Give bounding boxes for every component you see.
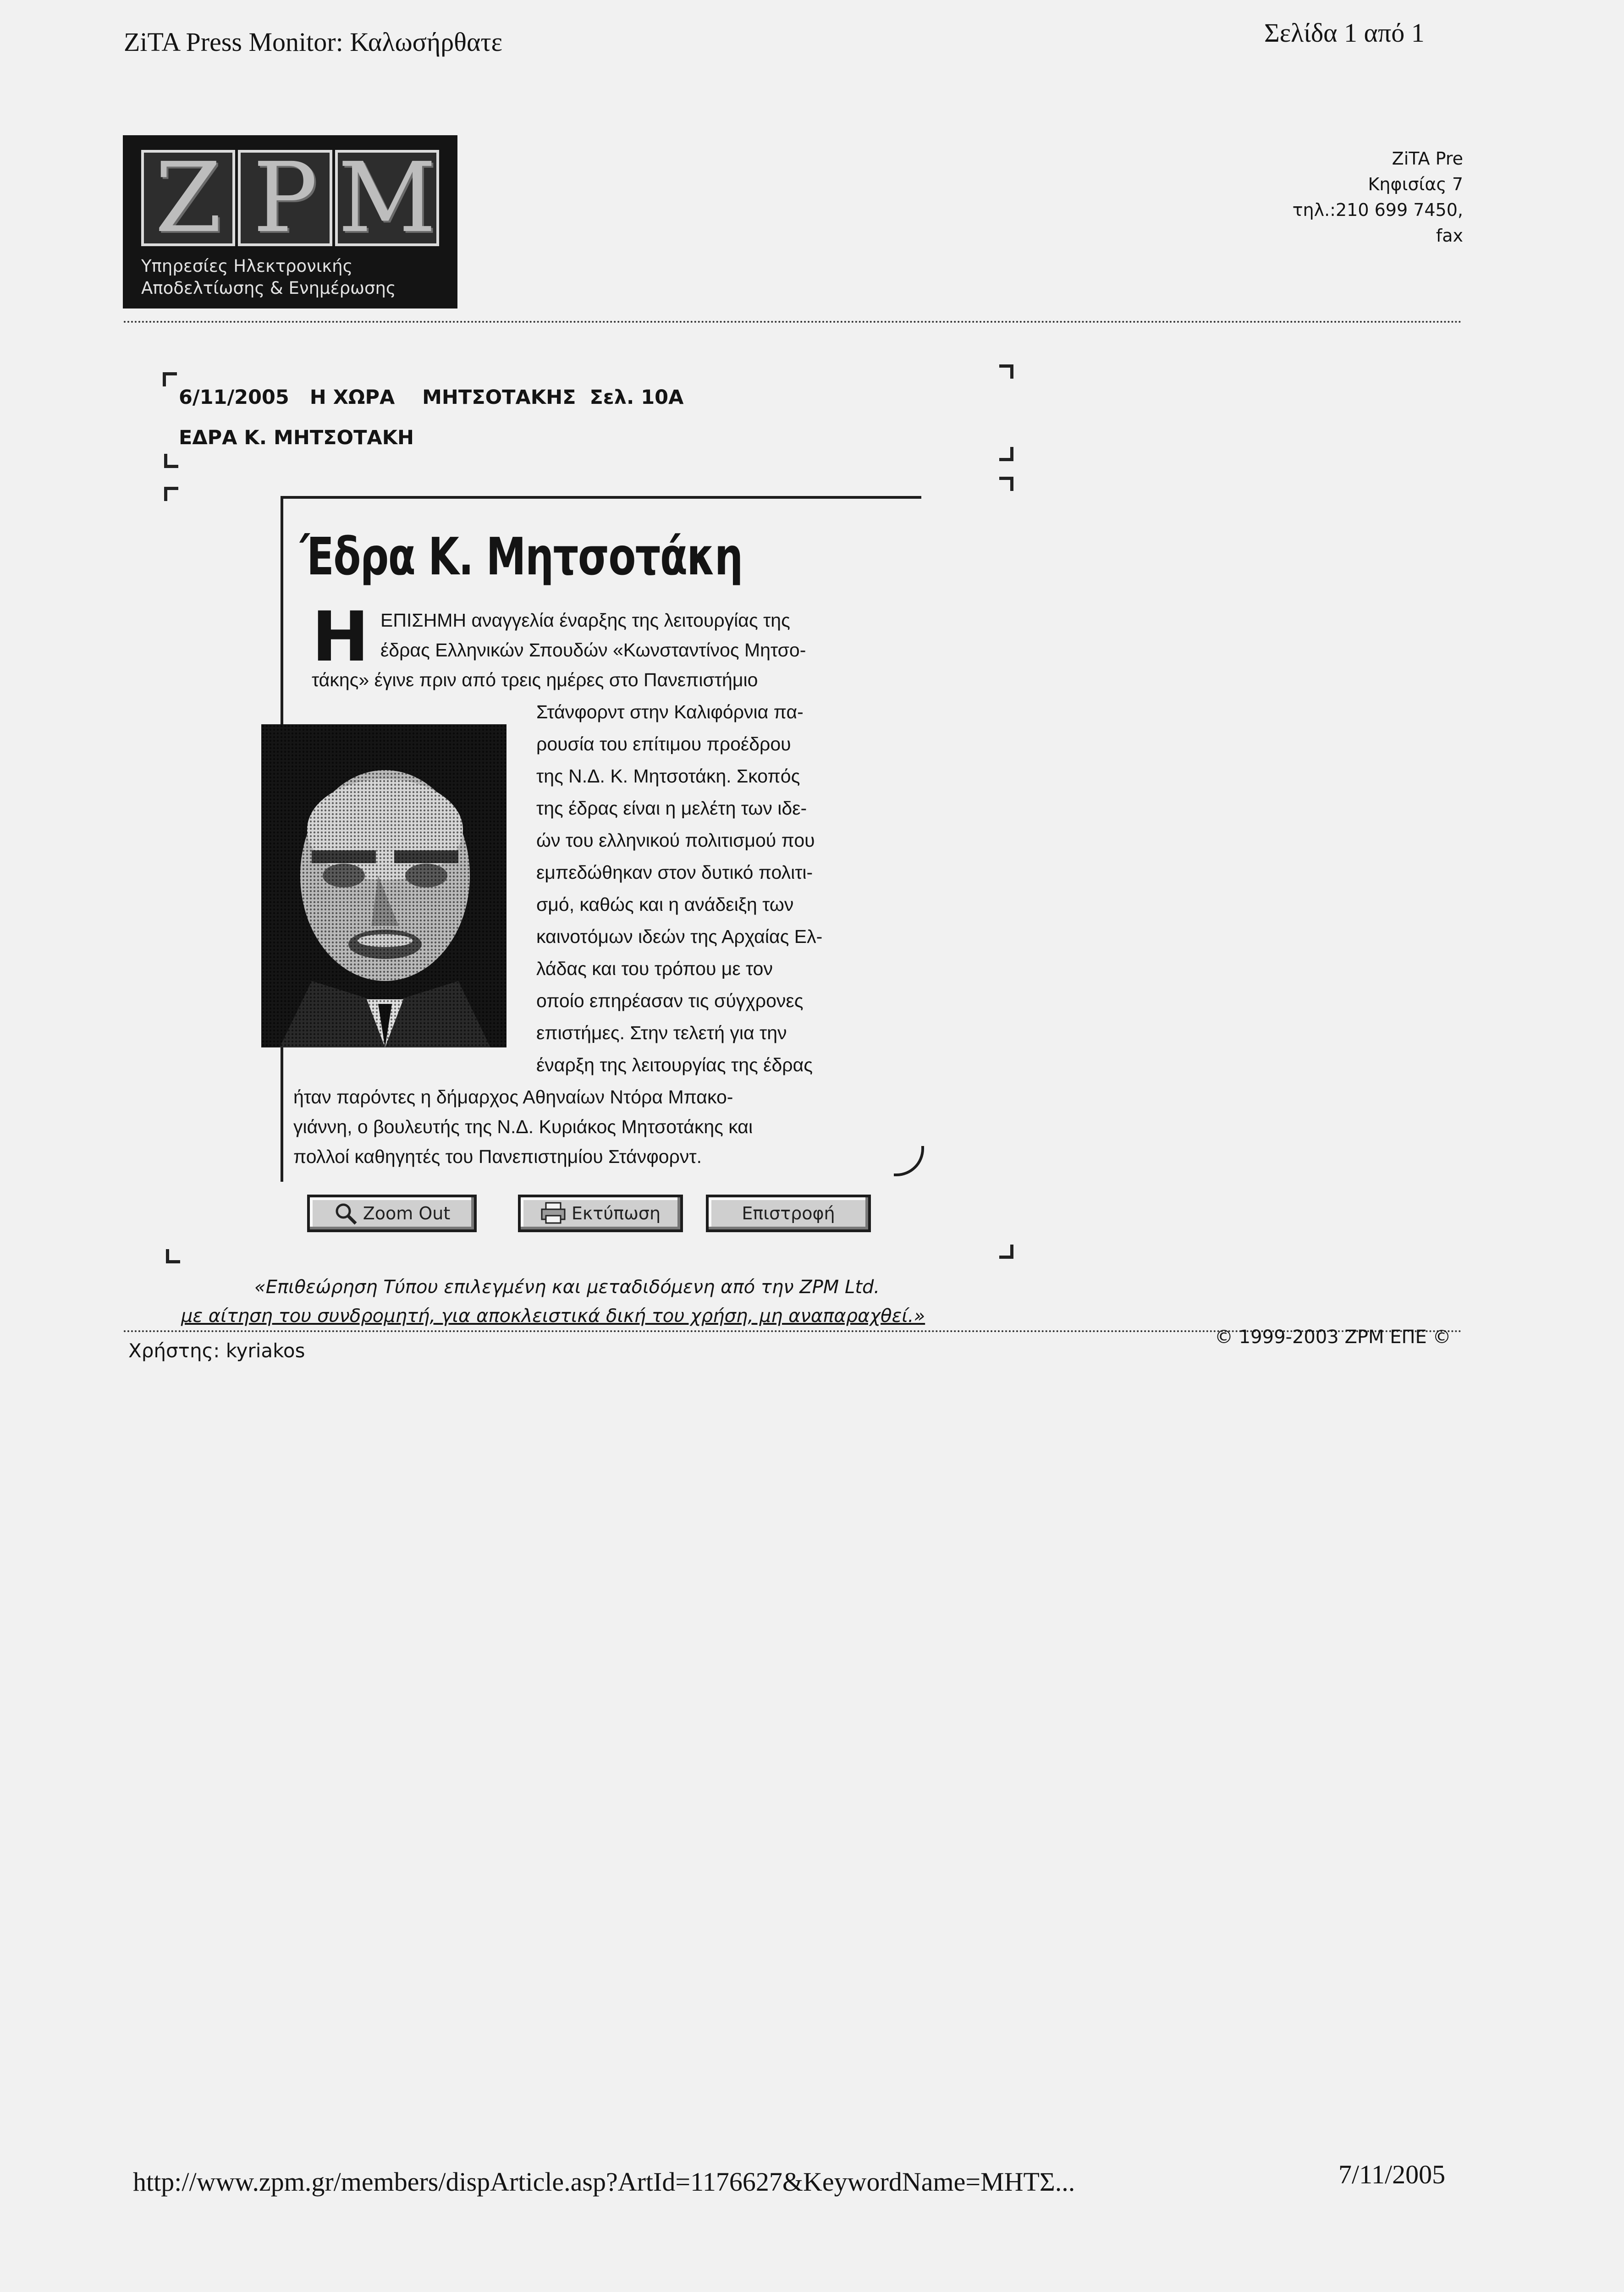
crop-mark-meta-bottom-left bbox=[164, 454, 178, 468]
clipping-title: ΕΔΡΑ Κ. ΜΗΤΣΟΤΑΚΗ bbox=[179, 426, 414, 449]
print-label: Εκτύπωση bbox=[571, 1203, 661, 1223]
copyright-notice-line-2: με αίτηση του συνδρομητή, για αποκλειστικά δική του χρήση, μη αναπαραχθεί.» bbox=[181, 1306, 925, 1327]
print-footer-url: http://www.zpm.gr/members/dispArticle.asp?ArtId=1176627&KeywordName=ΜΗΤΣ... bbox=[133, 2167, 1075, 2197]
portrait-photo bbox=[261, 724, 506, 1047]
article-line: Στάνφορντ στην Καλιφόρνια πα- bbox=[536, 701, 804, 722]
printer-icon bbox=[540, 1202, 566, 1225]
article-line: της Ν.Δ. Κ. Μητσοτάκη. Σκοπός bbox=[536, 766, 800, 787]
user-line bbox=[128, 1339, 305, 1362]
article-line: της έδρας είναι η μελέτη των ιδε- bbox=[536, 798, 807, 819]
article-headline: Έδρα Κ. Μητσοτάκη bbox=[300, 527, 743, 587]
article-line: καινοτόμων ιδεών της Αρχαίας Ελ- bbox=[536, 926, 823, 947]
logo-letters bbox=[141, 142, 439, 254]
print-header-page: Σελίδα 1 από 1 bbox=[1264, 18, 1425, 48]
article-line: έναρξη της λειτουργίας της έδρας bbox=[536, 1054, 813, 1075]
logo-letter-m: M bbox=[335, 150, 439, 246]
clipping-date: 6/11/2005 bbox=[179, 386, 289, 409]
article-line: εμπεδώθηκαν στον δυτικό πολιτι- bbox=[536, 862, 813, 883]
crop-mark-meta-bottom-right bbox=[999, 447, 1013, 461]
crop-mark-article-bottom-right bbox=[999, 1245, 1013, 1259]
company-address: Κηφισίας 7 bbox=[1368, 174, 1463, 194]
crop-mark-article-bottom-left bbox=[166, 1249, 180, 1263]
logo-letter-p: P bbox=[238, 150, 332, 246]
crop-mark-top-left bbox=[163, 372, 177, 386]
zoom-out-label: Zoom Out bbox=[363, 1203, 451, 1223]
article-line: πολλοί καθηγητές του Πανεπιστημίου Στάνφορντ. bbox=[293, 1146, 702, 1167]
logo-tagline-line-1: Υπηρεσίες Ηλεκτρονικής bbox=[141, 256, 353, 276]
article-line: ΕΠΙΣΗΜΗ αναγγελία έναρξης της λειτουργίας της bbox=[380, 610, 790, 631]
article-line: ήταν παρόντες η δήμαρχος Αθηναίων Ντόρα Μπακο- bbox=[293, 1086, 733, 1107]
print-button[interactable] bbox=[518, 1195, 683, 1232]
article-line: τάκης» έγινε πριν από τρεις ημέρες στο Πανεπιστήμιο bbox=[312, 669, 758, 690]
print-header-title: ZiTA Press Monitor: Καλωσήρθατε bbox=[124, 27, 502, 57]
article-line: έδρας Ελληνικών Σπουδών «Κωνσταντίνος Μητσο- bbox=[380, 639, 806, 661]
divider-top bbox=[124, 321, 1462, 323]
clipping-meta bbox=[179, 386, 683, 409]
copyright-clip bbox=[1210, 1325, 1467, 1357]
article-dropcap: Η bbox=[312, 597, 369, 677]
back-label: Επιστροφή bbox=[742, 1203, 835, 1223]
logo-letter-z: Z bbox=[141, 150, 235, 246]
zpm-logo bbox=[123, 135, 457, 309]
user-label: Χρήστης: bbox=[128, 1339, 220, 1362]
article-line: γιάννη, ο βουλευτής της Ν.Δ. Κυριάκος Μητσοτάκης και bbox=[293, 1116, 753, 1137]
article-line: επιστήμες. Στην τελετή για την bbox=[536, 1022, 787, 1043]
crop-mark-top-right bbox=[999, 364, 1013, 379]
back-button[interactable] bbox=[706, 1195, 871, 1232]
clipping-newspaper: Η ΧΩΡΑ bbox=[309, 386, 395, 409]
print-footer-date: 7/11/2005 bbox=[1338, 2160, 1446, 2189]
logo-tagline-line-2: Αποδελτίωσης & Ενημέρωσης bbox=[141, 278, 396, 298]
company-fax: fax bbox=[1436, 226, 1463, 246]
logo-tagline bbox=[141, 255, 444, 299]
crop-mark-article-top-right bbox=[999, 477, 1013, 491]
zoom-out-button[interactable] bbox=[307, 1195, 477, 1232]
magnifier-icon bbox=[334, 1201, 358, 1225]
company-phone: τηλ.:210 699 7450, bbox=[1292, 200, 1463, 220]
crop-mark-article-top-left bbox=[164, 487, 178, 501]
article-line: ών του ελληνικού πολιτισμού που bbox=[536, 830, 815, 851]
user-name: kyriakos bbox=[226, 1339, 305, 1362]
clipping-keyword: ΜΗΤΣΟΤΑΚΗΣ bbox=[422, 386, 576, 409]
article-line: οποίο επηρέασαν τις σύγχρονες bbox=[536, 990, 804, 1011]
article-photo bbox=[261, 724, 506, 1047]
copyright-notice-line-1: «Επιθεώρηση Τύπου επιλεγμένη και μεταδιδόμενη από την ZPM Ltd. bbox=[254, 1277, 880, 1298]
article-line: σμό, καθώς και η ανάδειξη των bbox=[536, 894, 794, 915]
clipping-page: Σελ. 10Α bbox=[589, 386, 684, 409]
company-name: ZiTA Pre bbox=[1392, 149, 1463, 169]
article-line: λάδας και του τρόπου με τον bbox=[536, 958, 773, 979]
company-info bbox=[1192, 138, 1463, 257]
article-line: ρουσία του επίτιμου προέδρου bbox=[536, 733, 791, 755]
copyright-text: © 1999-2003 ZPM ΕΠΕ © bbox=[1215, 1327, 1451, 1348]
